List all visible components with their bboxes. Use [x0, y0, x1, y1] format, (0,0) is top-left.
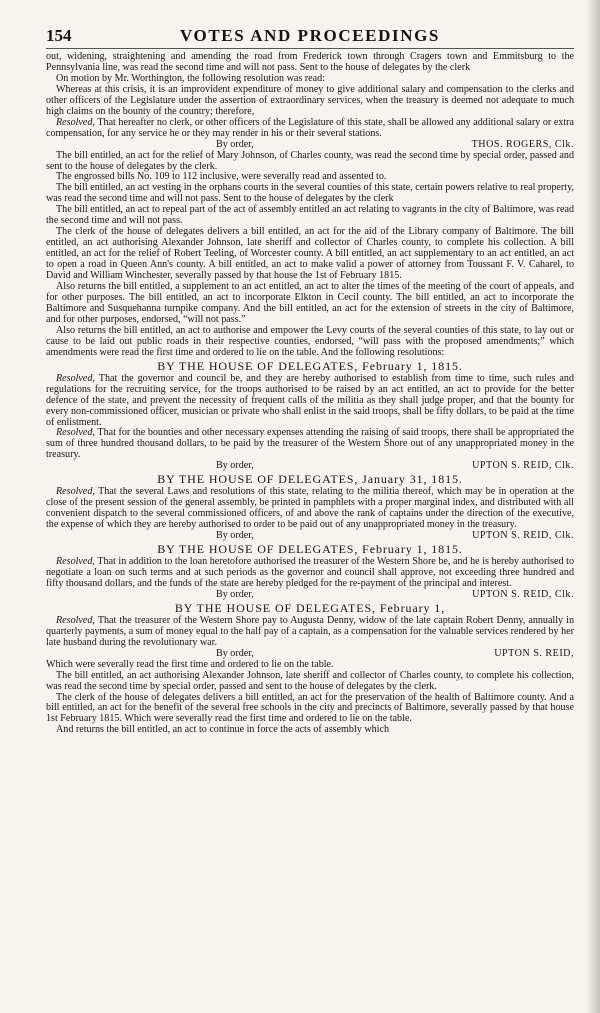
paragraph	[46, 428, 574, 461]
paragraph	[46, 374, 574, 429]
paragraph: Whereas at this crisis, it is an improvident expenditure of money to give additional salary and compensation to the clerks and other officers of the Legislature under the assertion of extraordinary services, when the treasury is deemed not adequate to much high claims on the bounty of the country; therefore,	[46, 83, 574, 117]
signature-name: UPTON S. REID, Clk.	[472, 530, 574, 542]
paragraph: The bill entitled, an act for the relief of Mary Johnson, of Charles county, was read the second time by special order, passed and sent to the house of delegates by the clerk.	[46, 149, 574, 172]
section-heading: BY THE HOUSE OF DELEGATES, January 31, 1815.	[157, 472, 463, 487]
signature-name: THOS. ROGERS, Clk.	[471, 138, 574, 150]
header-rule	[46, 48, 574, 49]
paragraph: Also returns the bill entitled, an act to authorise and empower the Levy courts of the several counties of this state, to lay out or cause to be laid out public roads in their respective counties, endorsed, “will pass with the proposed amendments;” which amendments were read the first time and ordered to lie on the table. And the following resolutions:	[46, 324, 574, 358]
page-number: 154	[46, 26, 72, 45]
paragraph	[46, 487, 574, 531]
resolved-lead: Resolved,	[56, 427, 95, 439]
paragraph: out, widening, straightening and amending the road from Frederick town through Cragers town and Emmitsburg to the Pennsylvania line, was read the second time and will not pass. Sent to the house of delegates by the clerk	[46, 51, 574, 73]
resolved-lead: Resolved,	[56, 372, 95, 384]
paragraph: And returns the bill entitled, an act to continue in force the acts of assembly which	[56, 724, 389, 736]
paragraph: The bill entitled, an act authorising Alexander Johnson, late sheriff and collector of Charles county, to complete his collection, was read the second time by special order, passed and sent to the house of delegates by the clerk.	[46, 669, 574, 692]
resolved-lead: Resolved,	[56, 116, 95, 128]
page-body	[46, 52, 574, 736]
signature-line	[46, 461, 574, 472]
resolved-lead: Resolved,	[56, 614, 95, 626]
resolved-lead: Resolved,	[56, 486, 95, 498]
paragraph: The clerk of the house of delegates delivers a bill entitled, an act for the preservation of the health of Baltimore county. And a bill entitled, an act for the benefit of the several free schools in the city and precincts of Baltimore, severally passed by that house 1st February 1815. Which were severally read the first time and ordered to lie on the table.	[46, 691, 574, 725]
signature-name: UPTON S. REID, Clk.	[472, 460, 574, 472]
running-head: VOTES AND PROCEEDINGS	[180, 26, 440, 45]
resolved-lead: Resolved,	[56, 556, 95, 568]
paragraph-text: That hereafter no clerk, or other officers of the Legislature of this state, shall be allowed any additional salary or extra compensation, for any service he or they may render in his or their several stations.	[46, 116, 574, 139]
paragraph	[46, 557, 574, 590]
paragraph-text: That for the bounties and other necessary expenses attending the raising of said troops, there shall be appropriated the sum of three hundred thousand dollars, to be paid by the treasurer of the Western Shore out of any unappropriated money in the treasury.	[46, 427, 574, 461]
paragraph: The engrossed bills No. 109 to 112 inclusive, were severally read and assented to.	[56, 171, 387, 183]
section-heading: BY THE HOUSE OF DELEGATES, February 1, 1815.	[157, 358, 463, 373]
paragraph: The clerk of the house of delegates delivers a bill entitled, an act for the aid of the Library company of Baltimore. The bill entitled, an act authorising Alexander Johnson, late sheriff and collector of Charles county, to complete his collection. A bill entitled, an act for the relief of Robert Teeling, of Worcester county. A bill entitled, an act supplementary to an act entitled, an act to open a road in Queen Ann's county. A bill entitled, an act to make valid a power of attorney from Toussant F. V. Caharel, to David and William Winchester, severally passed by that house the 1st of February 1815.	[46, 226, 574, 282]
paragraph: On motion by Mr. Worthington, the following resolution was read:	[56, 72, 325, 84]
paragraph	[46, 616, 574, 649]
section-heading: BY THE HOUSE OF DELEGATES, February 1,	[174, 600, 446, 615]
signature-name: UPTON S. REID, Clk.	[472, 588, 574, 600]
page-edge-shadow	[586, 0, 600, 1013]
paragraph: The bill entitled, an act to repeal part of the act of assembly entitled an act relating to vagrants in the city of Baltimore, was read the second time and will not pass.	[46, 204, 574, 227]
signature-line	[46, 590, 574, 601]
signature-order: By order,	[216, 530, 254, 542]
paragraph: Which were severally read the first time and ordered to lie on the table.	[46, 658, 334, 670]
paragraph-text: That the governor and council be, and they are hereby authorised to establish from time to time, such rules and regulations for the recruiting service, for the troops authorised to be raised by an act entitled, an act to provide for the better defence of the state, and prevent the necessity of frequent calls of the militia as they shall judge proper, and that the bounty for every non-commissioned officer, musician or private who shall enlist in the said troops, shall be fifty dollars, to be paid at the time of enlistment.	[46, 372, 574, 428]
paragraph: Also returns the bill entitled, a supplement to an act entitled, an act to alter the times of the meeting of the court of appeals, and for other purposes. The bill entitled, an act to incorporate Elkton in Cecil county. The bill entitled, an act to incorporate the Baltimore and Susquehanna turnpike company. And the bill entitled, an act for the extension of streets in the city of Baltimore, and for other purposes, endorsed, “will not pass.”	[46, 281, 574, 325]
section-heading: BY THE HOUSE OF DELEGATES, February 1, 1815.	[157, 542, 463, 557]
signature-order: By order,	[216, 647, 254, 659]
signature-order: By order,	[216, 588, 254, 600]
signature-line	[46, 649, 574, 660]
paragraph-text: That in addition to the loan heretofore authorised the treasurer of the Western Shore be, and he is hereby authorised to negotiate a loan on such terms and at such periods as the governor and council shall approve, not exceeding three hundred and fifty thousand dollars, and the funds of the state are hereby pledged for the re-payment of the principal and interest.	[46, 556, 574, 589]
paragraph: The bill entitled, an act vesting in the orphans courts in the several counties of this state, certain powers relative to real property, was read the second time and will not pass. Sent to the house of delegates by the clerk	[46, 182, 574, 205]
signature-name: UPTON S. REID,	[494, 647, 574, 659]
page-header	[46, 26, 574, 46]
signature-order: By order,	[216, 138, 254, 150]
paragraph-text: That the several Laws and resolutions of this state, relating to the militia thereof, which may be in operation at the close of the present session of the general assembly, be printed in pamphlets with a proper marginal index, and distributed with all convenient dispatch to the several commissioned officers, of and above the rank of captains under the direction of the executive, the expense of which they are hereby authorised to order to be paid out of any unappropriated money in the treasury.	[46, 486, 574, 531]
paragraph-text: That the treasurer of the Western Shore pay to Augusta Denny, widow of the late captain Robert Denny, annually in quarterly payments, a sum of money equal to the half pay of a captain, as a compensation for the valuable services rendered by her late husband during the revolutionary war.	[46, 614, 574, 648]
signature-line	[46, 140, 574, 151]
signature-line	[46, 531, 574, 542]
paragraph	[46, 118, 574, 140]
signature-order: By order,	[216, 460, 254, 472]
